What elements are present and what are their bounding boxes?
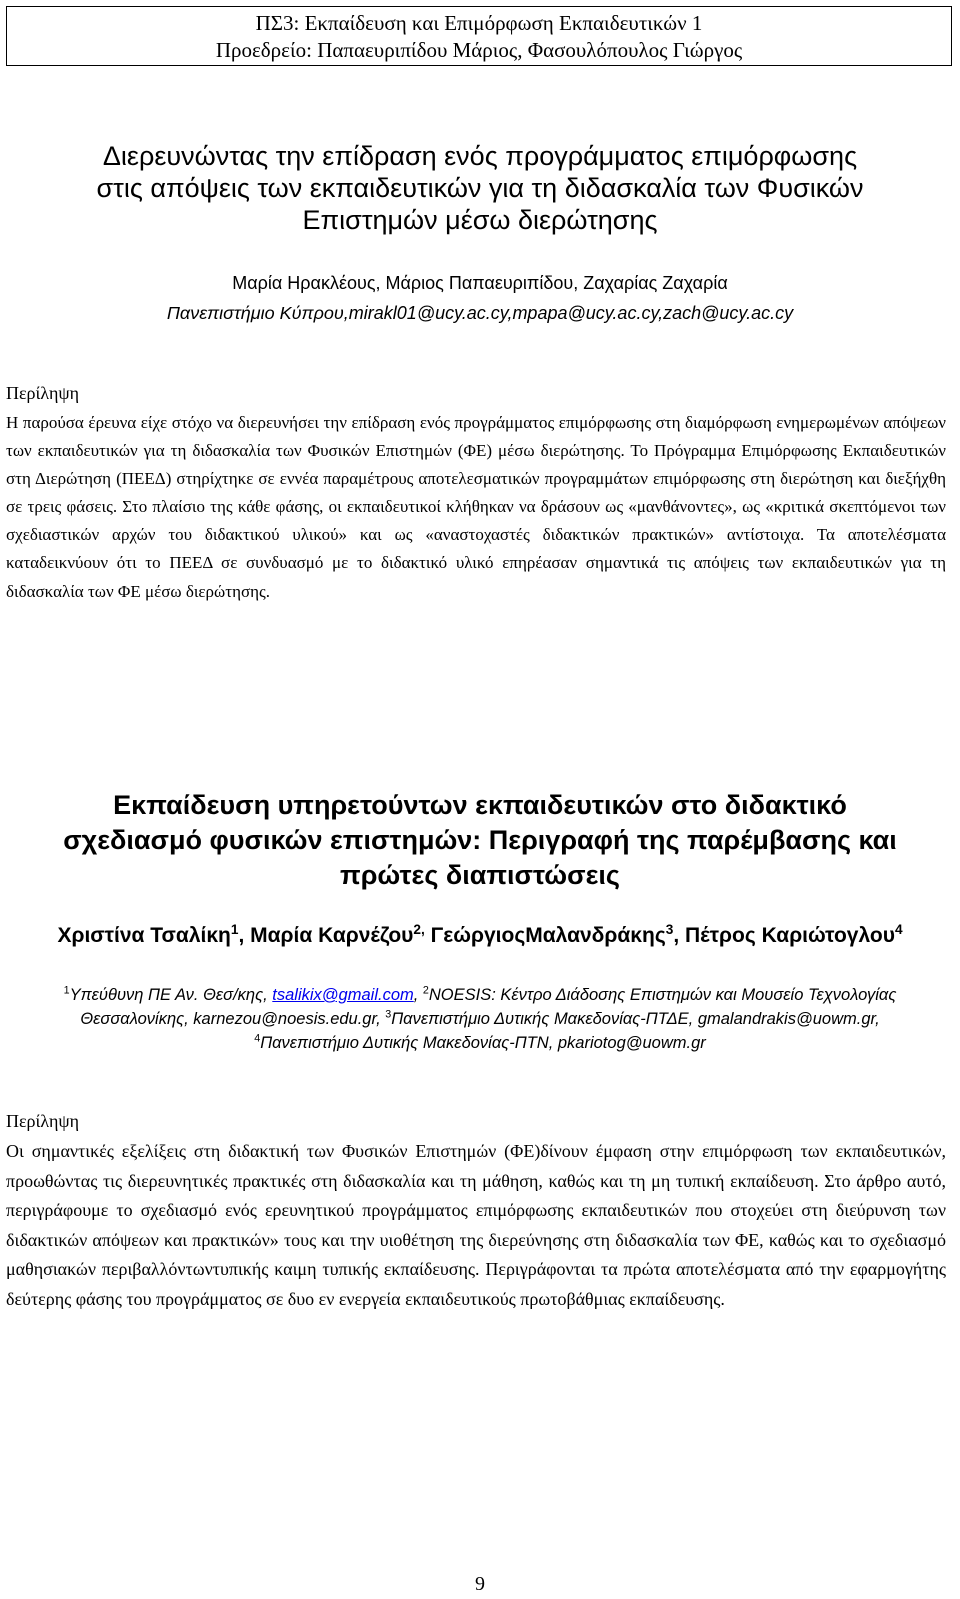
paper2-title-line: σχεδιασμό φυσικών επιστημών: Περιγραφή της παρέμβασης και (63, 825, 897, 855)
paper2-title-line: Εκπαίδευση υπηρετούντων εκπαιδευτικών στο διδακτικό (113, 790, 847, 820)
affil-marker: 1 (63, 984, 70, 997)
author-marker: 4 (894, 922, 903, 937)
author-name: ΓεώργιοςΜαλανδράκης (430, 924, 666, 947)
paper1-authors: Μαρία Ηρακλέους, Μάριος Παπαευριπίδου, Ζαχαρίας Ζαχαρία (232, 273, 728, 293)
paper1-abstract: Η παρούσα έρευνα είχε στόχο να διερευνήσει την επίδραση ενός προγράμματος επιμόρφωσης στη διαμόρφωση ενημερωμένων απόψεων των εκπαιδευτικών για τη διδασκαλία των Φυσικών Επιστημών (ΦΕ) μέσω διερώτησης. Το Πρόγραμμα Επιμόρφωσης Εκπαιδευτικών στη Διερώτηση (ΠΕΕΔ) στηρίχτηκε σε εννέα παραμέτρους αποτελεσματικών προγραμμάτων επιμόρφωσης στη διερώτηση και διεξήχθη σε τρεις φάσεις. Στο πλαίσιο της κάθε φάσης, οι εκπαιδευτικοί κλήθηκαν να δράσουν ως «μανθάνοντες», ως «κριτικά σκεπτόμενοι των σχεδιαστικών αρχών του διδακτικού υλικού» και ως «αναστοχαστές διδακτικών πρακτικών» αντίστοιχα. Τα αποτελέσματα καταδεικνύουν ότι το ΠΕΕΔ σε συνδυασμό με το διδακτικό υλικό επηρέασαν σημαντικά τις απόψεις των εκπαιδευτικών για τη διδασκαλία των ΦΕ μέσω διερώτησης. (6, 413, 946, 601)
session-title: ΠΣ3: Εκπαίδευση και Επιμόρφωση Εκπαιδευτικών 1 (255, 11, 703, 35)
paper1-abstract-heading: Περίληψη (6, 383, 80, 403)
affil-marker: 4 (254, 1032, 261, 1045)
paper1-affiliation: Πανεπιστήμιο Κύπρου,mirakl01@ucy.ac.cy,mpapa@ucy.ac.cy,zach@ucy.ac.cy (166, 303, 794, 323)
author-marker: 1 (230, 922, 239, 937)
paper2-title-line: πρώτες διαπιστώσεις (340, 860, 620, 890)
paper2-abstract: Οι σημαντικές εξελίξεις στη διδακτική των Φυσικών Επιστημών (ΦΕ)δίνουν έμφαση στην επιμόρφωση των εκπαιδευτικών, προωθώντας τις διερευνητικές πρακτικές στη διδασκαλία και τη μάθηση, καθώς και τη μη τυπική εκπαίδευση. Στο άρθρο αυτό, περιγράφουμε το σχεδιασμό ενός ερευνητικού προγράμματος επιμόρφωσης εκπαιδευτικών που στοχεύει στη διεύρυνση των διδακτικών απόψεων και πρακτικών» τους και την υιοθέτηση της διερεύνησης στη διδασκαλία των ΦΕ, καθώς και το σχεδιασμό μαθησιακών περιβαλλόντωντυπικής καιμη τυπικής εκπαίδευσης. Περιγράφονται τα πρώτα αποτελέσματα από την εφαρμογήτης δεύτερης φάσης του προγράμματος σε δυο εν ενεργεία εκπαιδευτικούς πρωτοβάθμιας εκπαίδευσης. (6, 1141, 946, 1309)
paper1-title-line: στις απόψεις των εκπαιδευτικών για τη διδασκαλία των Φυσικών (96, 173, 864, 203)
paper1-title (0, 140, 960, 236)
paper2-abstract-heading: Περίληψη (6, 1111, 80, 1131)
affil-marker: 3 (385, 1008, 392, 1021)
author-marker: 2, (413, 922, 425, 937)
author-name: Πέτρος Καριώτογλου (685, 924, 895, 947)
email-link[interactable]: tsalikix@gmail.com (272, 986, 414, 1004)
session-header (6, 6, 952, 66)
author-name: Μαρία Καρνέζου (250, 924, 414, 947)
page-number: 9 (475, 1573, 485, 1595)
paper2-authors: Χριστίνα Τσαλίκη$^1$, Μαρία Καρνέζου$^{2,}$ ΓεώργιοςΜαλανδράκης$^3$, Πέτρος Καριώτογλου$^4$ (57, 922, 903, 947)
affil-marker: 2 (422, 984, 429, 997)
paper2-affiliation: $^1$Υπεύθυνη ΠΕ Αν. Θεσ/κης, tsalikix@gmail.com, $^2$NOESIS: Κέντρο Διάδοσης Επιστημών και Μουσείο Τεχνολογίας Θεσσαλονίκης, karnezou@noesis.edu.gr, $^3$Πανεπιστήμιο Δυτικής Μακεδονίας-ΠΤΔΕ, gmalandrakis@uowm.gr, $^4$Πανεπιστήμιο Δυτικής Μακεδονίας-ΠΤΝ, pkariotog@uowm.gr (63, 984, 897, 1052)
session-chairs: Προεδρείο: Παπαευριπίδου Μάριος, Φασουλόπουλος Γιώργος (215, 38, 743, 62)
author-name: Χριστίνα Τσαλίκη (57, 924, 231, 947)
paper2-title (0, 788, 960, 893)
author-marker: 3 (665, 922, 674, 937)
paper1-title-line: Επιστημών μέσω διερώτησης (302, 205, 658, 235)
paper1-title-line: Διερευνώντας την επίδραση ενός προγράμματος επιμόρφωσης (102, 141, 858, 171)
